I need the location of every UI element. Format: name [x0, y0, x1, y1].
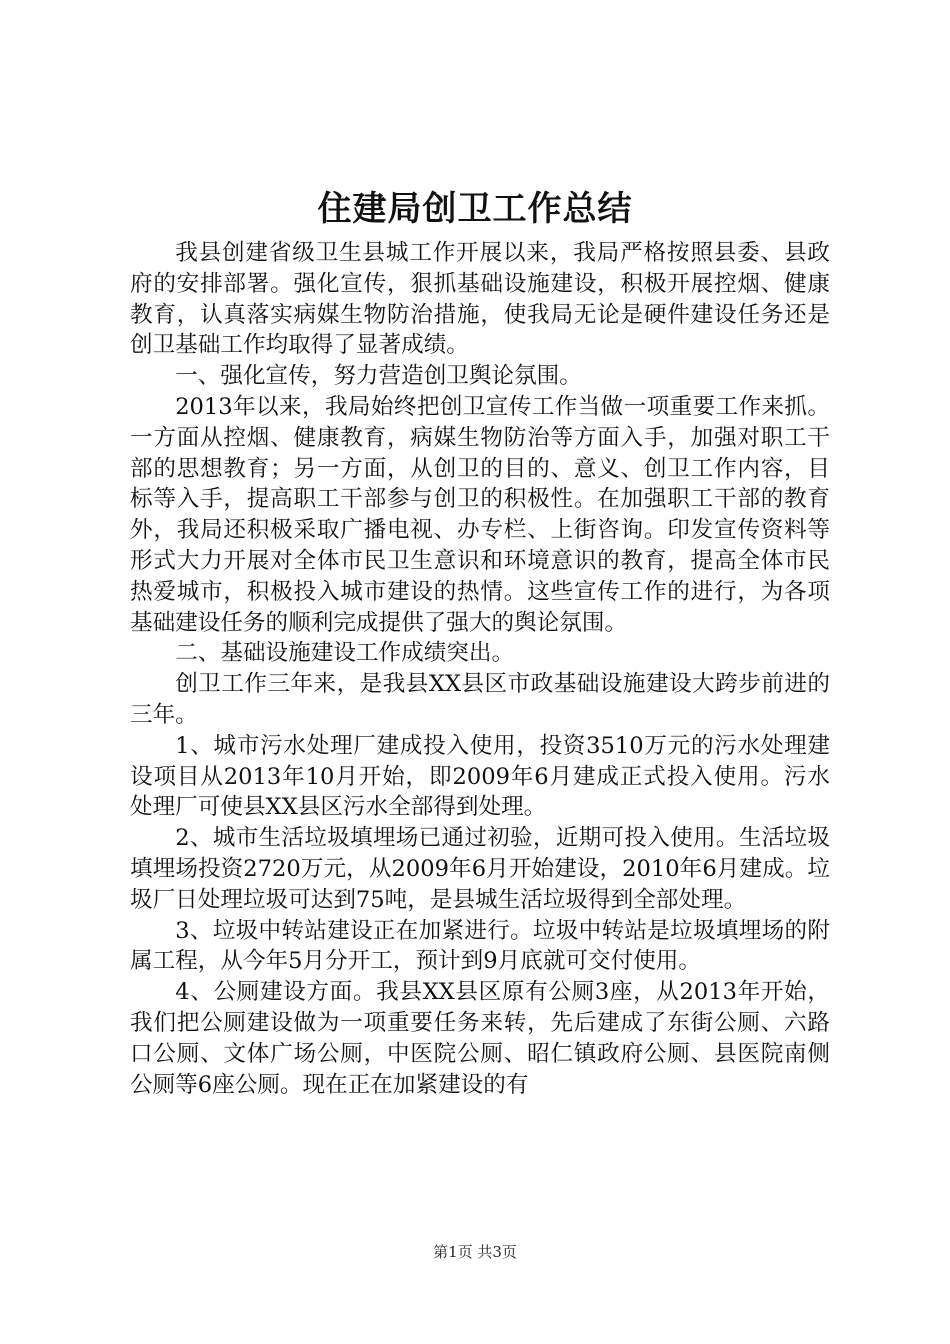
paragraph-item-1: 1、城市污水处理厂建成投入使用，投资3510万元的污水处理建设项目从2013年10月开始，即2009年6月建成正式投入使用。污水处理厂可使县XX县区污水全部得到处理。 [130, 732, 830, 821]
paragraph-publicity: 2013年以来，我局始终把创卫宣传工作当做一项重要工作来抓。一方面从控烟、健康教育，病媒生物防治等方面入手，加强对职工干部的思想教育；另一方面，从创卫的目的、意义、创卫工作内容，目标等入手，提高职工干部参与创卫的积极性。在加强职工干部的教育外，我局还积极采取广播电视、办专栏、上街咨询。印发宣传资料等形式大力开展对全体市民卫生意识和环境意识的教育，提高全体市民热爱城市，积极投入城市建设的热情。这些宣传工作的进行，为各项基础建设任务的顺利完成提供了强大的舆论氛围。 [130, 393, 830, 636]
section-heading-1: 一、强化宣传，努力营造创卫舆论氛围。 [175, 363, 582, 390]
paragraph-item-4: 4、公厕建设方面。我县XX县区原有公厕3座，从2013年开始，我们把公厕建设做为一项重要任务来转，先后建成了东街公厕、六路口公厕、文体广场公厕，中医院公厕、昭仁镇政府公厕、县医院南侧公厕等6座公厕。现在正在加紧建设的有 [130, 979, 830, 1098]
section-heading-2: 二、基础设施建设工作成绩突出。 [175, 640, 515, 667]
page-footer: 第1页 共3页 [433, 1243, 517, 1261]
document-body [130, 238, 830, 1100]
paragraph-infrastructure: 创卫工作三年来，是我县XX县区市政基础设施建设大跨步前进的三年。 [130, 671, 830, 728]
document-title: 住建局创卫工作总结 [317, 189, 633, 229]
paragraph-intro: 我县创建省级卫生县城工作开展以来，我局严格按照县委、县政府的安排部署。强化宣传，狠抓基础设施建设，积极开展控烟、健康教育，认真落实病媒生物防治措施，使我局无论是硬件建设任务还是创卫基础工作均取得了显著成绩。 [130, 240, 830, 359]
paragraph-item-2: 2、城市生活垃圾填埋场已通过初验，近期可投入使用。生活垃圾填埋场投资2720万元，从2009年6月开始建设，2010年6月建成。垃圾厂日处理垃圾可达到75吨，是县城生活垃圾得到全部处理。 [130, 825, 830, 913]
paragraph-item-3: 3、垃圾中转站建设正在加紧进行。垃圾中转站是垃圾填埋场的附属工程，从今年5月分开工，预计到9月底就可交付使用。 [130, 917, 830, 975]
